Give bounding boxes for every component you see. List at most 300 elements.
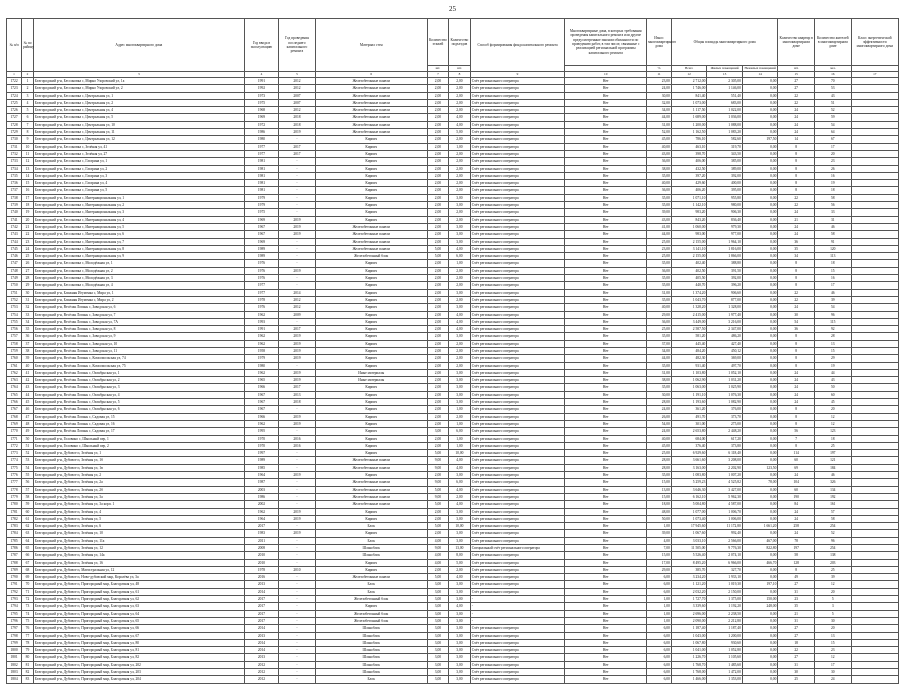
cell-fund-method: Счёт регионального оператора (470, 355, 565, 362)
cell-area-living: 6 118,40 (707, 450, 743, 457)
cell-fund-method: Счёт регионального оператора (470, 282, 565, 289)
cell-apartments: 8 (778, 420, 815, 427)
cell-area-living: 2 305,00 (707, 78, 743, 85)
cell-conditions: Нет (565, 289, 647, 296)
cell-wear: 54,00 (647, 420, 672, 427)
cell-address: Белгородский р-н, Бессоновка с, Молодёжная ул, 4 (33, 282, 244, 289)
cell-area-living: 6 966,00 (707, 559, 743, 566)
cell-floors: 2,00 (427, 435, 449, 442)
cell-year-commissioning: 1969 (244, 216, 278, 223)
cell-efficiency (851, 428, 898, 435)
cell-wall-material: Кирпич (315, 136, 427, 143)
cell-area-nonliving: 0,00 (742, 493, 778, 500)
cell-year-last-repair: - (279, 588, 316, 595)
cell-efficiency (851, 136, 898, 143)
cell-fund-method: Счёт регионального оператора (470, 566, 565, 573)
table-row (7, 289, 899, 296)
cell-fund-method: Счёт регионального оператора (470, 172, 565, 179)
cell-address: Белгородский р-н, Бессоновка с, Интернациональная ул, 9 (33, 253, 244, 260)
cell-num-district: 16 (22, 187, 34, 194)
cell-floors: 2,00 (427, 311, 449, 318)
cell-num-district: 46 (22, 406, 34, 413)
cell-entrances: 1,00 (449, 420, 471, 427)
cell-area-living: 319,70 (707, 143, 743, 150)
unit-floors: шт. (427, 66, 449, 72)
cell-conditions: Нет (565, 107, 647, 114)
cell-conditions: Нет (565, 442, 647, 449)
cell-year-commissioning: 1962 (244, 369, 278, 376)
cell-area-nonliving: 0,00 (742, 245, 778, 252)
cell-address: Белгородский р-н, Весёлая Лопань с, Октябрьская ул, 6 (33, 406, 244, 413)
cell-num: 1797 (7, 625, 22, 632)
cell-efficiency (851, 486, 898, 493)
cell-apartments: 8 (778, 260, 815, 267)
cell-fund-method: Счёт регионального оператора (470, 537, 565, 544)
cell-area-nonliving: 0,00 (742, 501, 778, 508)
cell-area-living: 327,70 (707, 566, 743, 573)
cell-area-living: 1 006,00 (707, 515, 743, 522)
cell-residents: 54 (814, 304, 851, 311)
cell-residents: 92 (814, 326, 851, 333)
cell-apartments: 8 (778, 355, 815, 362)
cell-residents: 28 (814, 333, 851, 340)
cell-efficiency (851, 107, 898, 114)
cell-num: 1734 (7, 165, 22, 172)
cell-address: Белгородский р-н, Бессоновка с, Интернациональная ул, 5 (33, 223, 244, 230)
cell-year-last-repair: - (279, 253, 316, 260)
cell-efficiency (851, 78, 898, 85)
cell-apartments: 24 (778, 129, 815, 136)
cell-floors: 2,00 (427, 85, 449, 92)
table-row (7, 129, 899, 136)
cell-residents: 5 (814, 610, 851, 617)
cell-num: 1799 (7, 639, 22, 646)
cell-wall-material: Блок (315, 581, 427, 588)
cell-conditions: Нет (565, 450, 647, 457)
cell-area-total: 1 328,20 (671, 304, 707, 311)
cell-wall-material: Кирпич (315, 391, 427, 398)
cell-conditions: Нет (565, 515, 647, 522)
cell-wear: 44,00 (647, 355, 672, 362)
cell-wear: 44,00 (647, 114, 672, 121)
cell-address: Белгородский р-н, Бессоновка с, Интернациональная ул, 1 (33, 194, 244, 201)
cell-wall-material: Кирпич (315, 260, 427, 267)
cell-apartments: 24 (778, 107, 815, 114)
cell-conditions: Нет (565, 603, 647, 610)
cell-entrances: 3,00 (449, 238, 471, 245)
cell-fund-method: - (470, 617, 565, 624)
table-row (7, 275, 899, 282)
cell-wear: 28,00 (647, 457, 672, 464)
cell-floors: 2,00 (427, 304, 449, 311)
cell-entrances: 4,00 (449, 464, 471, 471)
cell-year-commissioning: 1983 (244, 530, 278, 537)
cell-efficiency (851, 420, 898, 427)
cell-wear: 1,00 (647, 610, 672, 617)
cell-wall-material: Блок (315, 523, 427, 530)
cell-residents: 59 (814, 114, 851, 121)
cell-area-total: 1 200,00 (671, 121, 707, 128)
cell-num-district: 62 (22, 523, 34, 530)
cell-year-last-repair: - (279, 245, 316, 252)
cell-area-total: 491,70 (671, 413, 707, 420)
cell-apartments: 8 (778, 566, 815, 573)
cell-area-living: 1 007,20 (707, 472, 743, 479)
cell-efficiency (851, 165, 898, 172)
cell-area-living: 1 977,40 (707, 311, 743, 318)
cell-conditions: Нет (565, 318, 647, 325)
cell-efficiency (851, 552, 898, 559)
cell-wear: 15,00 (647, 493, 672, 500)
cell-area-living: 5 962,30 (707, 493, 743, 500)
cell-address: Белгородский р-н, Весёлая Лопань с, Октябрьская ул, 2 (33, 377, 244, 384)
cell-residents: 254 (814, 545, 851, 552)
cell-area-total: 1 226,70 (671, 654, 707, 661)
cell-area-nonliving: 0,00 (742, 180, 778, 187)
cell-fund-method: Специальный счёт регионального оператора (470, 545, 565, 552)
cell-year-commissioning: 1981 (244, 172, 278, 179)
cell-num: 1784 (7, 530, 22, 537)
cell-wear: 35,00 (647, 282, 672, 289)
cell-year-commissioning: 2017 (244, 523, 278, 530)
cell-fund-method: Счёт регионального оператора (470, 187, 565, 194)
cell-address: Белгородский р-н, Головино с, Школьный пер, 2 (33, 442, 244, 449)
cell-floors: 3,00 (427, 639, 449, 646)
cell-area-total: 1 063,00 (671, 384, 707, 391)
cell-apartments: 22 (778, 194, 815, 201)
cell-area-total: 429,60 (671, 180, 707, 187)
cell-year-last-repair: 2019 (279, 347, 316, 354)
cell-entrances: 3,00 (449, 333, 471, 340)
cell-efficiency (851, 581, 898, 588)
cell-area-total: 841,40 (671, 92, 707, 99)
cell-year-last-repair: - (279, 552, 316, 559)
cell-area-nonliving: 0,00 (742, 267, 778, 274)
cell-area-nonliving: 0,00 (742, 311, 778, 318)
cell-efficiency (851, 588, 898, 595)
cell-area-nonliving: 197,10 (742, 581, 778, 588)
cell-num: 1764 (7, 384, 22, 391)
cell-num: 1747 (7, 260, 22, 267)
cell-num-district: 42 (22, 377, 34, 384)
table-body (7, 78, 899, 684)
cell-area-total: 2 712,00 (671, 78, 707, 85)
cell-floors: 2,00 (427, 384, 449, 391)
cell-area-total: 1 121,20 (671, 581, 707, 588)
cell-fund-method: Счёт регионального оператора (470, 552, 565, 559)
table-row (7, 574, 899, 581)
cell-residents: 23 (814, 647, 851, 654)
cell-wear: 35,00 (647, 202, 672, 209)
cell-residents: 18 (814, 187, 851, 194)
cell-num: 1758 (7, 340, 22, 347)
cell-area-living: 376,00 (707, 406, 743, 413)
cell-area-nonliving: 0,00 (742, 610, 778, 617)
cell-area-nonliving: 0,00 (742, 304, 778, 311)
cell-wear: 6,00 (647, 574, 672, 581)
cell-year-last-repair: - (279, 238, 316, 245)
cell-conditions: Нет (565, 150, 647, 157)
cell-year-last-repair: - (279, 501, 316, 508)
cell-wear: 1,00 (647, 603, 672, 610)
cell-year-commissioning: 1976 (244, 267, 278, 274)
cell-entrances: 4,00 (449, 326, 471, 333)
cell-entrances: 2,00 (449, 296, 471, 303)
cell-area-total: 402,50 (671, 267, 707, 274)
cell-efficiency (851, 223, 898, 230)
cell-wall-material: Железобетонные панели (315, 129, 427, 136)
cell-area-living: 9 776,30 (707, 545, 743, 552)
cell-area-total: 1 374,20 (671, 289, 707, 296)
cell-year-last-repair: - (279, 523, 316, 530)
cell-entrances: 3,00 (449, 194, 471, 201)
cell-year-commissioning: 1966 (244, 413, 278, 420)
cell-num-district: 26 (22, 260, 34, 267)
cell-wear: 35,00 (647, 275, 672, 282)
cell-area-nonliving: 0,00 (742, 420, 778, 427)
cell-entrances: 2,00 (449, 347, 471, 354)
cell-floors: 5,00 (427, 253, 449, 260)
cell-area-total: 398,70 (671, 150, 707, 157)
cell-area-nonliving: 0,00 (742, 143, 778, 150)
cell-conditions: Нет (565, 369, 647, 376)
cell-year-last-repair: 2019 (279, 129, 316, 136)
cell-apartments: 24 (778, 231, 815, 238)
cell-num-district: 39 (22, 355, 34, 362)
cell-conditions: Нет (565, 464, 647, 471)
cell-year-commissioning: 1967 (244, 231, 278, 238)
cell-residents: 58 (814, 515, 851, 522)
cell-floors: 2,00 (427, 231, 449, 238)
cell-num-district: 36 (22, 333, 34, 340)
cell-year-last-repair: 2012 (279, 296, 316, 303)
cell-entrances: 1,00 (449, 143, 471, 150)
cell-wall-material: Кирпич (315, 450, 427, 457)
cell-wall-material: Кирпич (315, 216, 427, 223)
cell-efficiency (851, 617, 898, 624)
cell-address: Белгородский р-н, Дубовое п, Магистральная ул, 12 (33, 566, 244, 573)
table-row (7, 552, 899, 559)
cell-wall-material: Кирпич (315, 413, 427, 420)
cell-address: Белгородский р-н, Дубовое п, Пригородный мкр, Благодатная ул, 80 (33, 639, 244, 646)
cell-apartments: 24 (778, 391, 815, 398)
cell-num: 1782 (7, 515, 22, 522)
cell-area-living: 980,00 (707, 202, 743, 209)
table-row (7, 676, 899, 683)
cell-efficiency (851, 566, 898, 573)
cell-year-commissioning: 1981 (244, 187, 278, 194)
cell-efficiency (851, 472, 898, 479)
cell-efficiency (851, 114, 898, 121)
cell-year-last-repair: 2019 (279, 530, 316, 537)
cell-wall-material: Кирпич (315, 296, 427, 303)
cell-area-total: 2 155,00 (671, 238, 707, 245)
cell-residents: 70 (814, 78, 851, 85)
cell-floors: 5,00 (427, 523, 449, 530)
cell-floors: 2,00 (427, 399, 449, 406)
cell-floors: 3,00 (427, 661, 449, 668)
cell-residents: 192 (814, 493, 851, 500)
cell-wear: 1,00 (647, 523, 672, 530)
cell-year-commissioning: 1964 (244, 515, 278, 522)
cell-fund-method: Счёт регионального оператора (470, 435, 565, 442)
cell-area-nonliving: 0,00 (742, 654, 778, 661)
cell-wear: 39,00 (647, 530, 672, 537)
cell-floors: 2,00 (427, 238, 449, 245)
cell-num: 1754 (7, 311, 22, 318)
cell-conditions: Нет (565, 136, 647, 143)
cell-apartments: 22 (778, 92, 815, 99)
cell-wear: 23,00 (647, 78, 672, 85)
cell-area-total: 1 067,60 (671, 530, 707, 537)
cell-year-last-repair: - (279, 647, 316, 654)
cell-address: Белгородский р-н, Дубовое п, Зелёная ул, 6 (33, 523, 244, 530)
cell-entrances: 3,00 (449, 654, 471, 661)
cell-year-last-repair: 2019 (279, 413, 316, 420)
cell-wear: 40,00 (647, 143, 672, 150)
cell-address: Белгородский р-н, Дубовое п, Пригородный мкр, Благодатная ул, 67 (33, 632, 244, 639)
cell-conditions: Нет (565, 545, 647, 552)
cell-wall-material: Кирпич (315, 406, 427, 413)
cell-conditions: Нет (565, 566, 647, 573)
cell-wall-material: Железобетонные панели (315, 238, 427, 245)
cell-year-last-repair: - (279, 625, 316, 632)
cell-floors: 3,00 (427, 676, 449, 683)
cell-year-last-repair: 2017 (279, 150, 316, 157)
cell-area-total: 482,30 (671, 355, 707, 362)
cell-residents: 56 (814, 202, 851, 209)
cell-num-district: 77 (22, 632, 34, 639)
cell-conditions: Нет (565, 187, 647, 194)
cell-address: Белгородский р-н, Дубовое п, Зелёная ул, 11а (33, 537, 244, 544)
cell-residents: 50 (814, 384, 851, 391)
cell-entrances: 2,00 (449, 165, 471, 172)
header-apartments: Количество квартир в многоквартирном доме (778, 19, 815, 66)
cell-fund-method: Счёт регионального оператора (470, 209, 565, 216)
table-row (7, 340, 899, 347)
cell-entrances: 2,00 (449, 92, 471, 99)
cell-fund-method: Счёт регионального оператора (470, 391, 565, 398)
cell-residents: 197 (814, 450, 851, 457)
cell-area-nonliving: 0,00 (742, 85, 778, 92)
cell-efficiency (851, 442, 898, 449)
cell-address: Белгородский р-н, Дубовое п, Зелёная ул, 2б (33, 486, 244, 493)
cell-fund-method: Счёт регионального оператора (470, 289, 565, 296)
cell-fund-method: Счёт регионального оператора (470, 625, 565, 632)
cell-year-commissioning: 1979 (244, 194, 278, 201)
column-number: 8 (449, 72, 471, 78)
cell-wall-material: Железобетонные панели (315, 85, 427, 92)
cell-efficiency (851, 369, 898, 376)
header-num-district: № по району (22, 19, 34, 72)
cell-entrances: 1,00 (449, 435, 471, 442)
header-wall-material: Материал стен (315, 19, 427, 72)
cell-fund-method: Счёт регионального оператора (470, 99, 565, 106)
table-row (7, 362, 899, 369)
cell-num: 1723 (7, 85, 22, 92)
cell-year-commissioning: 1979 (244, 355, 278, 362)
cell-address: Белгородский р-н, Дубовое п, Зелёная ул, 1 (33, 450, 244, 457)
cell-address: Белгородский р-н, Бессоновка с, Интернациональная ул, 6 (33, 231, 244, 238)
cell-year-commissioning: 2008 (244, 545, 278, 552)
header-conditions: Многоквартирные дома, в которых требования проведения капитального ремонта или другие предусмотренные законом обязанности по проведению работ, в том числе, связанные с реализацией региональной программы капитального ремонта (565, 19, 647, 66)
cell-year-last-repair: - (279, 537, 316, 544)
cell-wear: 29,00 (647, 311, 672, 318)
cell-year-commissioning: 2003 (244, 486, 278, 493)
table-row (7, 121, 899, 128)
cell-wall-material: Кирпич (315, 530, 427, 537)
cell-floors: 2,00 (427, 340, 449, 347)
cell-floors: 2,00 (427, 282, 449, 289)
cell-area-living: 1 052,10 (707, 369, 743, 376)
cell-num-district: 70 (22, 581, 34, 588)
cell-num-district: 34 (22, 318, 34, 325)
cell-wall-material: Кирпич (315, 603, 427, 610)
cell-entrances: 2,00 (449, 136, 471, 143)
table-row (7, 260, 899, 267)
cell-area-total: 2 653,80 (671, 428, 707, 435)
cell-entrances: 4,00 (449, 311, 471, 318)
cell-year-commissioning: 1977 (244, 282, 278, 289)
cell-num-district: 41 (22, 369, 34, 376)
cell-num-district: 64 (22, 537, 34, 544)
cell-year-last-repair: - (279, 596, 316, 603)
cell-num-district: 11 (22, 150, 34, 157)
cell-conditions: Нет (565, 253, 647, 260)
cell-address: Белгородский р-н, Дубовое п, Зелёная ул, 3а (33, 493, 244, 500)
cell-residents: 184 (814, 464, 851, 471)
cell-efficiency (851, 187, 898, 194)
cell-num: 1776 (7, 472, 22, 479)
cell-area-total: 463,10 (671, 143, 707, 150)
cell-year-commissioning: 1977 (244, 289, 278, 296)
cell-wear: 35,00 (647, 296, 672, 303)
cell-num-district: 27 (22, 267, 34, 274)
cell-area-total: 1 103,80 (671, 369, 707, 376)
cell-area-living: 551,40 (707, 92, 743, 99)
cell-entrances: 2,00 (449, 275, 471, 282)
cell-residents: 17 (814, 661, 851, 668)
cell-conditions: Нет (565, 530, 647, 537)
cell-entrances: 3,00 (449, 669, 471, 676)
cell-area-nonliving: 0,00 (742, 172, 778, 179)
cell-efficiency (851, 391, 898, 398)
cell-area-total: 6 929,60 (671, 450, 707, 457)
cell-num-district: 22 (22, 231, 34, 238)
cell-residents: 12 (814, 413, 851, 420)
table-row (7, 150, 899, 157)
cell-address: Белгородский р-н, Бессоновка с, Интернациональная ул, 2 (33, 202, 244, 209)
cell-year-commissioning: 1977 (244, 150, 278, 157)
cell-num: 1798 (7, 632, 22, 639)
cell-num-district: 79 (22, 647, 34, 654)
cell-wall-material: Железобетонные панели (315, 223, 427, 230)
cell-area-living: 1 353,00 (707, 676, 743, 683)
cell-residents: 26 (814, 165, 851, 172)
cell-year-last-repair: 2019 (279, 369, 316, 376)
cell-fund-method: Счёт регионального оператора (470, 669, 565, 676)
cell-year-commissioning: 2013 (244, 581, 278, 588)
table-row (7, 406, 899, 413)
cell-fund-method: Счёт регионального оператора (470, 501, 565, 508)
cell-wall-material: Кирпич (315, 187, 427, 194)
cell-floors: 2,00 (427, 194, 449, 201)
cell-num: 1766 (7, 399, 22, 406)
cell-efficiency (851, 639, 898, 646)
cell-area-living: 1 022,00 (707, 107, 743, 114)
cell-conditions: Нет (565, 639, 647, 646)
cell-efficiency (851, 296, 898, 303)
